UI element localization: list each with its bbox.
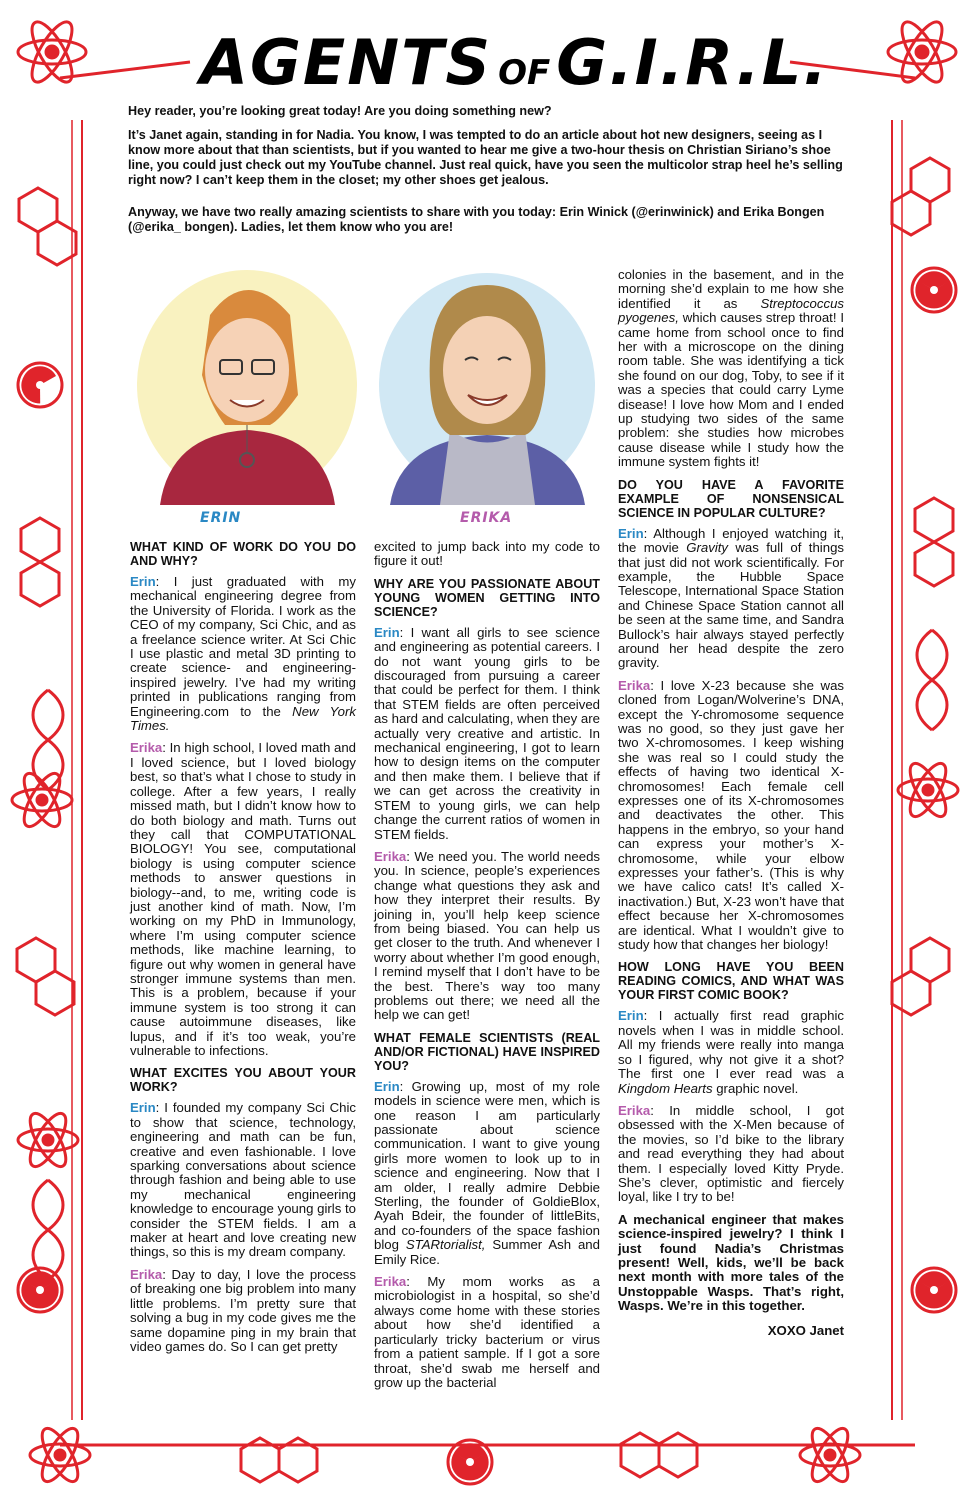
atom-icon-bottom-center (800, 1424, 860, 1487)
atom-icon-left-mid (12, 769, 72, 832)
molecule-icon-right-3 (892, 938, 949, 1015)
erika-name: Erika (130, 740, 163, 756)
erin-name: Erin (374, 1078, 400, 1094)
erin-name: Erin (130, 1100, 156, 1116)
erin-name: Erin (618, 525, 644, 541)
dna-icon-right (917, 630, 947, 730)
molecule-icon-left-3 (17, 938, 74, 1015)
answer-erika-comics: Erika: In middle school, I got obsessed with the X-Men because of the movies, so I’d bike to the library and read everything they had about them. I especially loved Kitty Pryde. She’s clever, optimistic and fiercely loyal, like I try to be! (618, 1102, 844, 1205)
answer-erin-comics: Erin: I actually first read graphic novels when I was in middle school. All my friends were really into manga so I figured, why not give it a shot? The first one I ever read was a Kingdom Hearts graphic novel. (618, 1008, 844, 1096)
closing-paragraph: A mechanical engineer that makes science-inspired jewelry? I think I just found Nadia’s Christmas present! Well, kids, we’ll be back next month with more tales of the Unstoppable Wasps. That’s right, Wasps. We’re in this together. (618, 1211, 844, 1314)
continued-text: excited to jump back into my code to figure it out! (374, 539, 600, 569)
erika-name: Erika (374, 848, 407, 864)
erika-name: Erika (374, 1274, 407, 1290)
answer-erika-inspired: Erika: My mom works as a microbiologist in a hospital, so she’d always come home with these stories about how she’d identified a particularly tricky bacterium or virus from a patient sample. If I got a sore throat, she’d swab me herself and grow up the bacterial (374, 1274, 600, 1390)
answer-erin-nonsensical: Erin: Although I enjoyed watching it, the movie Gravity was full of things that just did not work scientifically. For example, the Hubble Space Telescope, International Space Station and Chinese Space Station cannot all be seen at the same time, and Sandra Bullock’s hair always stayed perfectly around her head despite the zero gravity. (618, 525, 844, 671)
atom-icon-right-mid (898, 759, 958, 822)
intro-paragraph: It’s Janet again, standing in for Nadia. You know, I was tempted to do an article about hot new designers, seeing as I know more about that than scientists, but if you wanted to hear me give a two-hour thesis on Christian Siriano’s shoe line, you could just check out my YouTube channel. Just real quick, have you seen the multicolor strap heel he’s selling right now? I can’t keep them in the closet; my other shoes get jealous. (128, 128, 843, 187)
answer-erika-nonsensical: Erika: I love X-23 because she was cloned from Logan/Wolverine’s DNA, except the Y-chromosome sequence was no good, so they just gave her two X-chromosomes. I keep wishing she was real so I could study the effects of having two identical X-chromosomes! Each female cell expresses one of its X-chromosomes and deactivates the other. This happens in the embryo, so your hand can express your mother’s X-chromosome, while your elbow expresses your father’s. (This is why we have calico cats! It’s called X-inactivation.) But, X-23 won’t have that effect because her X-chromosomes are identical. What I wouldn’t give to study how that changes her biology! (618, 677, 844, 953)
continued-text: colonies in the basement, and in the morning she’d explain to me how she identified it as Streptococcus pyogenes, which causes strep throat! I came home from school once to find her with a microscope on the dining room table. She was identifying a tick she found on our dog, Toby, to see if it was a species that could carry Lyme disease! I love how Mom and I ended up studying two sides of the same problem: she studies how microbes cause disease while I study how the immune system fights it! (618, 267, 844, 470)
erika-name: Erika (130, 1266, 163, 1282)
answer-erika-passionate: Erika: We need you. The world needs you. In science, people’s experiences change what questions they ask and how they interpret their results. By joining in, you’ll help keep science from being biased. You can help us get closer to the truth. And whenever I worry about whether I’m good enough, I remind myself that I don’t have to be the best. There’s way too many problems out there; we need all the help we can get! (374, 848, 600, 1023)
question-work: WHAT KIND OF WORK DO YOU DO AND WHY? (130, 540, 356, 568)
molecule-icon-right-1 (892, 158, 949, 235)
intro-scientists: Anyway, we have two really amazing scientists to share with you today: Erin Winick (@erinwinick) and Erika Bongen (@erika_ bongen). Ladies, let them know who you are! (128, 205, 825, 234)
erin-portrait (130, 255, 365, 505)
erika-name: Erika (618, 1102, 651, 1118)
atom-icon-bottom-left (30, 1424, 90, 1487)
question-comics: HOW LONG HAVE YOU BEEN READING COMICS, AND WHAT WAS YOUR FIRST COMIC BOOK? (618, 960, 844, 1003)
question-nonsensical: DO YOU HAVE A FAVORITE EXAMPLE OF NONSENSICAL SCIENCE IN POPULAR CULTURE? (618, 477, 844, 520)
intro-greeting: Hey reader, you’re looking great today! Are you doing something new? (128, 104, 552, 118)
page-title (200, 18, 829, 108)
erin-name: Erin (618, 1008, 644, 1024)
column-1 (130, 540, 356, 1362)
question-passionate: WHY ARE YOU PASSIONATE ABOUT YOUNG WOMEN GETTING INTO SCIENCE? (374, 576, 600, 619)
molecule-icon-right-2 (915, 498, 953, 586)
molecule-icon-left-2 (21, 518, 59, 606)
answer-erin-inspired: Erin: Growing up, most of my role models in science were men, which is one reason I am particularly passionate about science communication. I want to give young girls more women to look up to in science and engineering. Now that I am older, I really admire Debbie Sterling, the founder of GoldieBlox, Ayah Bdeir, the founder of littleBits, and co-founders of the space fashion blog STARtorialist, Summer Ash and Emily Rice. (374, 1078, 600, 1267)
molecule-icon-bottom-2 (621, 1433, 697, 1477)
answer-erin-work: Erin: I just graduated with my mechanical engineering degree from the University of Florida. I work as the CEO of my company, Sci Chic, and as a freelance science writer. At Sci Chic I use plastic and metal 3D printing to create science- and engineering-inspired jewelry. I’ve had my writing printed in publications ranging from Engineering.com to the New York Times. (130, 574, 356, 734)
erika-name: Erika (618, 677, 651, 693)
erin-name: Erin (374, 624, 400, 640)
molecule-icon-left-1 (19, 188, 76, 265)
dna-icon-left-2 (33, 1180, 63, 1280)
erin-name-label: ERIN (200, 510, 242, 526)
signature: XOXO Janet (767, 1322, 844, 1338)
erin-name: Erin (130, 574, 156, 589)
column-3 (618, 268, 844, 1338)
erika-portrait (370, 255, 605, 505)
title-girl: G.I.R.L. (556, 26, 829, 99)
title-of: OF (498, 53, 551, 93)
title-agents: AGENTS (200, 26, 493, 99)
answer-erika-excites: Erika: Day to day, I love the process of breaking one big problem into many little problems. I’m pretty sure that solving a bug in my code gives me the same dopamine ping in my brain that video games do. So I can get pretty (130, 1266, 356, 1354)
question-excites: WHAT EXCITES YOU ABOUT YOUR WORK? (130, 1066, 356, 1095)
question-inspired: WHAT FEMALE SCIENTISTS (REAL AND/OR FICTIONAL) HAVE INSPIRED YOU? (374, 1030, 600, 1073)
answer-erika-work: Erika: In high school, I loved math and I loved science, but I loved biology best, so that’s what I chose to study in college. After a few years, I really missed math, but I didn’t know how to do both biology and math. Turns out they call that COMPUTATIONAL BIOLOGY! You see, computational biology is using computer science methods to answer questions in biology--and, to me, writing code is just another kind of math. Now, I’m working on my PhD in Immunology, where I’m using computer science methods, like machine learning, to figure out why women in general have stronger immune systems than men. This is a problem, because if your immune system is too strong it can cause autoimmune diseases, like lupus, and if it’s too weak, you’re vulnerable to infections. (130, 740, 356, 1058)
answer-erin-passionate: Erin: I want all girls to see science and engineering as potential careers. I do not want young girls to be discouraged from pursuing a career that could be perfect for them. I think that STEM fields are often perceived as hard and calculating, when they are actually very creative and artistic. In mechanical engineering, I got to learn how to design items on the computer and then make them. I believe that if we can get across the creativity in STEM to young girls, we can help change the current ratios of women in STEM fields. (374, 624, 600, 842)
atom-icon-left-low (18, 1109, 78, 1172)
erika-name-label: ERIKA (460, 510, 513, 526)
answer-erin-excites: Erin: I founded my company Sci Chic to show that science, technology, engineering and math can be fun, creative and even fashionable. I love sparking conversations about science through fashion and being able to use my mechanical engineering knowledge to encourage young girls to consider the STEM fields. I am a maker at heart and love creating new things, so this is my dream company. (130, 1100, 356, 1260)
column-2 (374, 540, 600, 1398)
